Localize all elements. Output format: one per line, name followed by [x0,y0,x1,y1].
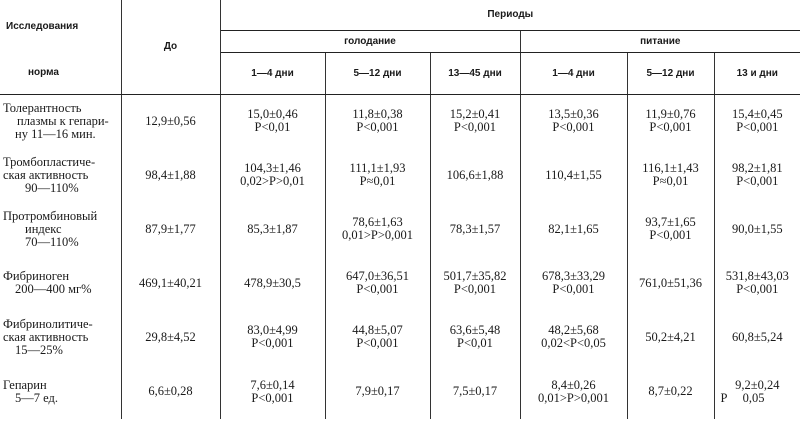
table-cell: 7,6±0,14 P<0,001 [220,364,325,419]
row-label: Толерантность плазмы к гепари- ну 11—16 мин. [0,94,121,148]
before-value: 87,9±1,77 [121,202,220,256]
fasting-header: голодание [220,30,520,52]
table-cell: 9,2±0,24 P 0,05 [720,377,780,405]
table-cell: 531,8±43,03 P<0,001 [725,269,789,296]
row-label: Тромбопластиче- ская активность 90—110% [0,148,121,202]
table-cell: 7,9±0,17 [325,364,430,419]
table-cell: 8,7±0,22 [627,364,714,419]
row-label: Фибринолитиче- ская активность 15—25% [0,310,121,364]
table-cell: 93,7±1,65 P<0,001 [627,202,714,256]
before-value: 12,9±0,56 [121,94,220,148]
before-value: 6,6±0,28 [121,364,220,419]
table-cell: 104,3±1,46 0,02>P>0,01 [220,148,325,202]
before-value: 469,1±40,21 [121,256,220,310]
table-cell: 44,8±5,07 P<0,001 [325,310,430,364]
table-cell: 50,2±4,21 [627,310,714,364]
table-cell: 11,9±0,76 P<0,001 [627,94,714,148]
table-cell: 63,6±5,48 P<0,01 [430,310,520,364]
table-cell: 111,1±1,93 P≈0,01 [325,148,430,202]
col-header: 5—12 дни [627,52,714,94]
table-row [0,256,800,310]
table-cell: 15,4±0,45 P<0,001 [731,107,783,135]
table-cell: 60,8±5,24 [731,329,783,344]
table-cell: 98,2±1,81 P<0,001 [731,161,783,188]
table-row [0,148,800,202]
table-cell: 761,0±51,36 [627,256,714,310]
table-cell: 83,0±4,99 P<0,001 [220,310,325,364]
table-cell: 501,7±35,82 P<0,001 [430,256,520,310]
table-cell: 11,8±0,38 P<0,001 [325,94,430,148]
table-cell: 78,3±1,57 [430,202,520,256]
table-row [0,202,800,256]
table-row [0,364,800,419]
table-cell: 678,3±33,29 P<0,001 [520,256,627,310]
table-cell: 647,0±36,51 P<0,001 [325,256,430,310]
table-cell: 15,0±0,46 P<0,01 [220,94,325,148]
feeding-header: питание [520,30,800,52]
before-value: 29,8±4,52 [121,310,220,364]
table-cell: 7,5±0,17 [430,364,520,419]
col-header: 13 и дни [714,52,800,94]
table-cell: 15,2±0,41 P<0,001 [430,94,520,148]
col-header: 1—4 дни [520,52,627,94]
before-header: До [121,0,220,94]
table-cell: 78,6±1,63 0,01>P>0,001 [325,202,430,256]
norm-header: норма [0,52,121,94]
table-body [0,94,800,419]
table-cell: 110,4±1,55 [520,148,627,202]
table-cell: 8,4±0,26 0,01>P>0,001 [520,364,627,419]
row-label: Гепарин 5—7 ед. [0,364,121,419]
table-row [0,310,800,364]
table-cell: 116,1±1,43 P≈0,01 [627,148,714,202]
col-header: 1—4 дни [220,52,325,94]
table-cell: 90,0±1,55 [731,221,783,236]
table-header [0,0,800,94]
table-cell: 478,9±30,5 [220,256,325,310]
research-header: Исследования [0,0,121,52]
before-value: 98,4±1,88 [121,148,220,202]
periods-header: Периоды [220,0,800,30]
table-cell: 106,6±1,88 [430,148,520,202]
table-cell: 13,5±0,36 P<0,001 [520,94,627,148]
table-cell: 48,2±5,68 0,02<P<0,05 [520,310,627,364]
table-row [0,94,800,148]
table-cell: 85,3±1,87 [220,202,325,256]
row-label: Фибриноген 200—400 мг% [0,256,121,310]
row-label: Протромбиновый индекс 70—110% [0,202,121,256]
col-header: 13—45 дни [430,52,520,94]
table-cell: 82,1±1,65 [520,202,627,256]
col-header: 5—12 дни [325,52,430,94]
